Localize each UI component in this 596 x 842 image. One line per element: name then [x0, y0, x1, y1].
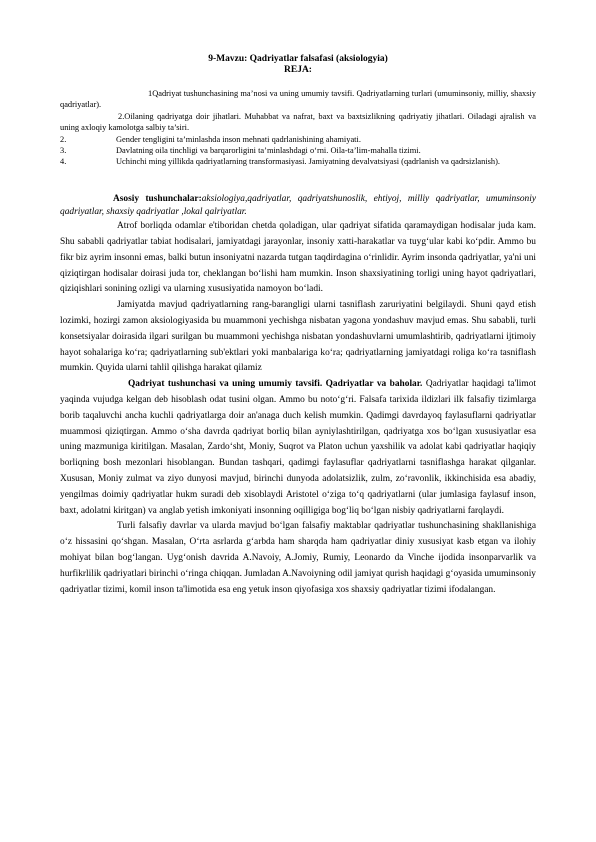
plan-item-2: 2.Oilaning qadriyatga doir jihatlari. Muhabbat va nafrat, baxt va baxtsizlikning qadriyatiy jihatlari. Oiladagi ajralish va uning axloqiy kamolotga salbiy ta’siri.: [60, 111, 536, 133]
section-heading: Qadriyat tushunchasi va uning umumiy tavsifi. Qadriyatlar va baholar.: [128, 379, 423, 390]
plan-list: [60, 88, 536, 168]
plan-heading: REJA:: [284, 65, 312, 75]
plan-item-4: [60, 145, 536, 156]
plan-item-number: 2.: [60, 134, 67, 144]
section-paragraph: [60, 377, 536, 519]
keywords-block: [60, 193, 536, 219]
plan-item-text: Gender tengligini ta’minlashda inson mehnati qadrlanishining ahamiyati.: [116, 134, 361, 144]
plan-item-number: 3.: [60, 146, 67, 156]
paragraph-final: Turli falsafiy davrlar va ularda mavjud bo‘lgan falsafiy maktablar qadriyatlar tushunchasining shakllanishiga o‘z hissasini qo‘shgan. Masalan, O‘rta asrlarda g‘arbda ham sharqda ham qadriyatlar diniy xususiyat kasb etgan va ilohiy mohiyat bilan bog‘langan. Uyg‘onish davrida A.Navoiy, A.Jomiy, Rumiy, Leonardo da Vinche ijodida insonparvarlik va hurfikrlilik qadriyatlari birinchi o‘ringa chiqqan. Jumladan A.Navoiyning odil jamiyat qurish haqidagi g‘oyasida umuminsoniy qadriyatlar tizimi, komil inson ta'limotida esa eng yetuk inson qiyofasiga xos shaxsiy qadriyatlar tizimi ifodalangan.: [60, 521, 536, 595]
paragraph-2: Jamiyatda mavjud qadriyatlarning rang-barangligi ularni tasniflash zaruriyatini belgilaydi. Shuni qayd etish lozimki, hozirgi zamon aksiologiyasida bu muammoni yechishga nisbatan yagona yondashuv mavjud emas. Shu sababli, turli konsetsiyalar doirasida ilgari surilgan bu muammoni yechishga nisbatan yondashuvlarni umumlashtirib, qadriyatlarni ijtimoiy hayot sohalariga ko‘ra; qadriyatlarning sub'ektlari yoki manbalariga ko‘ra; qadriyatlarning jamiyatdagi roliga ko‘ra tasniflash mumkin. Quyida ularni tahlil qilishga harakat qilamiz: [60, 300, 536, 374]
document-page: [60, 54, 536, 598]
section-text: Qadriyatlar haqidagi ta'limot yaqinda vujudga kelgan deb hisoblash odat tusini olgan. Ammo bu noto‘g‘ri. Falsafa tarixida ildizlari ilk falsafiy tizimlarga borib taqaluvchi ancha kuchli qadriyatlarga doir an'anaga duch kelish mumkin. Qadimgi davrdayoq faylasuflarni qadriyatlar muammosi qiziqtirgan. Ammo o‘sha davrda qadriyat borliq bilan ayniylashtirilgan, qadriyatga xos bo‘lgan xususiyatlar esa uning mazmuniga kiritilgan. Masalan, Zardo‘sht, Moniy, Suqrot va Platon uchun yaxshilik va adolat kabi qadriyatlar haqiqiy borliqning bosh mezonlari hisoblangan. Bundan tashqari, qadimgi faylasuflar qadriyatlarni tasniflashga harakat qilganlar. Xususan, Moniy zulmat va ziyo dunyosi mavjud, birinchi dunyoda adolatsizlik, zulm, zo‘ravonlik, ikkinchisida esa abadiy, yengilmas doimiy qadriyatlar hukm suradi deb xisoblaydi Aristotel o‘ziga to‘q qadriyatlarni (ular jumlasiga faylasuf inson, baxt, adolatni kiritgan) va anglab yetish imkoniyati insonning oqilligiga bog‘liq bo‘lgan nisbiy qadriyatlarni farqlaydi.: [60, 379, 536, 516]
plan-item-3: [60, 134, 536, 145]
plan-item-text: Davlatning oila tinchligi va barqarorligini ta’minlashdagi o‘rni. Oila-ta’lim-mahalla tizimi.: [116, 146, 421, 156]
plan-item-text: Uchinchi ming yillikda qadriyatlarning transformasiyasi. Jamiyatning devalvatsiyasi (qadrlanish va qadrsizlanish).: [116, 157, 500, 167]
body-text: [60, 219, 536, 598]
document-title: 9-Mavzu: Qadriyatlar falsafasi (aksiologyia): [208, 54, 388, 64]
keywords-list: aksiologiya,qadriyatlar, qadriyatshunoslik, ehtiyoj, milliy qadriyatlar, umuminsoniy qadriyatlar, shaxsiy qadriyatlar ,lokal qalriyatlar.: [60, 193, 537, 218]
plan-item-1: 1Qadriyat tushunchasining ma’nosi va uning umumiy tavsifi. Qadriyatlarning turlari (umuminsoniy, milliy, shaxsiy qadriyatlar).: [60, 89, 536, 110]
paragraph-1: Atrof borliqda odamlar e'tiboridan chetda qoladigan, ular qadriyat sifatida qaramaydigan hodisalar juda kam. Shu sababli qadriyatlar tabiat hodisalari, jamiyatdagi jarayonlar, insoniy xatti-harakatlar va tuyg‘ular kabi ko‘pdir. Ammo bu fikr biz ayrim insonni emas, balki butun insoniyatni nazarda tutgan taqdirdagina o‘rinlidir. Ayrim insonda qadriyatlar, ya'ni uni qiziqtirgan hodisalar doirasi juda tor, cheklangan bo‘lishi ham mumkin. Inson shaxsiyatining torligi uning hayot qadriyatlari, qiziqishlari sonining ozligi va ularning xususiyatida namoyon bo‘ladi.: [60, 221, 536, 295]
plan-item-number: 4.: [60, 157, 67, 167]
plan-item-5: [60, 156, 536, 167]
keywords-label: Asosiy tushunchalar:: [113, 193, 202, 204]
